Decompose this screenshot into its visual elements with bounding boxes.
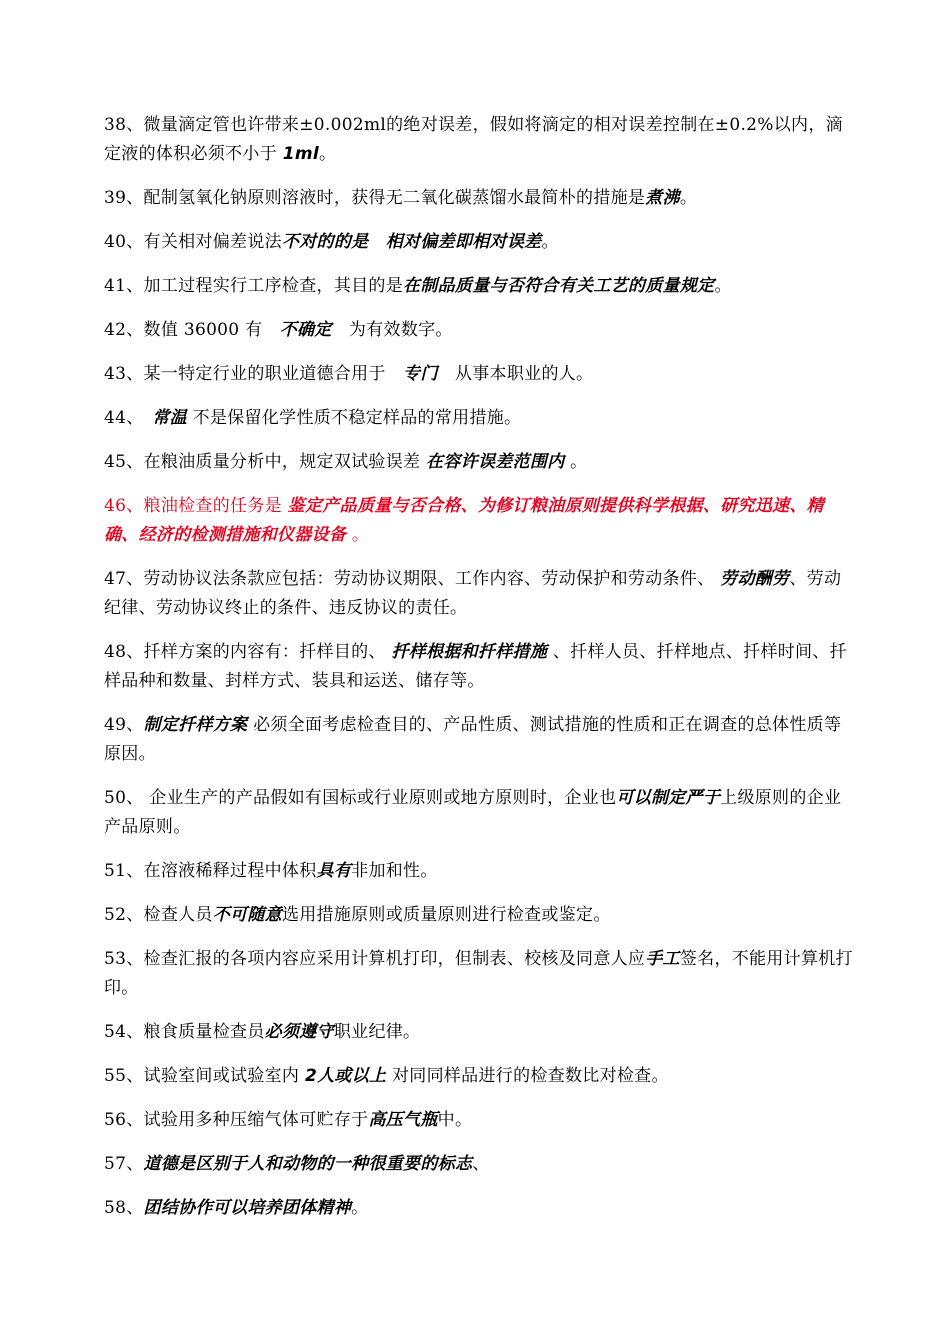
question-text: 上级原则的企业产品原则。 bbox=[104, 788, 842, 837]
question-item bbox=[104, 360, 854, 389]
question-text: 42、数值 36000 有 bbox=[104, 320, 280, 340]
question-text: 。 bbox=[351, 1198, 369, 1218]
question-item bbox=[104, 638, 854, 696]
question-text: 39、配制氢氧化钠原则溶液时，获得无二氧化碳蒸馏水最简朴的措施是 bbox=[104, 188, 646, 208]
answer-text: 在容许误差范围内 bbox=[426, 452, 565, 472]
answer-text: 在制品质量与否符合有关工艺的质量规定 bbox=[403, 276, 715, 296]
question-text: 。 bbox=[714, 276, 732, 296]
question-text: 46、粮油检查的任务是 bbox=[104, 496, 288, 516]
answer-text: 具有 bbox=[316, 861, 352, 881]
answer-text: 专门 bbox=[403, 364, 438, 384]
question-item bbox=[104, 901, 854, 930]
question-text: 、扦样人员、扦样地点、扦样时间、扦样品种和数量、封样方式、装具和运送、储存等。 bbox=[104, 642, 847, 691]
answer-text: 鉴定产品质量与否合格、为修订粮油原则提供科学根据、研究迅速、精确、经济的检测措施和仪器设备 bbox=[104, 496, 824, 545]
question-item bbox=[104, 184, 854, 213]
answer-text: 高压气瓶 bbox=[368, 1110, 438, 1130]
question-text: 48、扦样方案的内容有：扦样目的、 bbox=[104, 642, 392, 662]
question-item bbox=[104, 1150, 854, 1179]
question-text: 54、粮食质量检查员 bbox=[104, 1022, 265, 1042]
question-text: 51、在溶液稀释过程中体积 bbox=[104, 861, 317, 881]
question-text: 。 bbox=[564, 452, 588, 472]
question-item bbox=[104, 492, 854, 550]
answer-text: 不对的的是 相对偏差即相对误差 bbox=[281, 232, 542, 252]
question-text: 55、试验室间或试验室内 bbox=[104, 1066, 305, 1086]
question-item bbox=[104, 1062, 854, 1091]
question-text: 44、 bbox=[104, 408, 153, 428]
question-item bbox=[104, 857, 854, 886]
question-text: 56、试验用多种压缩气体可贮存于 bbox=[104, 1110, 369, 1130]
answer-text: 2人或以上 bbox=[304, 1066, 387, 1086]
question-item bbox=[104, 448, 854, 477]
answer-text: 不确定 bbox=[279, 320, 332, 340]
question-text: 45、在粮油质量分析中，规定双试验误差 bbox=[104, 452, 427, 472]
question-item bbox=[104, 711, 854, 769]
question-text: 非加和性。 bbox=[351, 861, 438, 881]
question-text: 不是保留化学性质不稳定样品的常用措施。 bbox=[186, 408, 522, 428]
question-text: 38、微量滴定管也许带来±0.002ml的绝对误差，假如将滴定的相对误差控制在±0.2%以内，滴定液的体积必须不小于 bbox=[104, 115, 843, 164]
question-item bbox=[104, 945, 854, 1003]
answer-text: 1ml bbox=[282, 144, 319, 164]
question-text: 47、劳动协议法条款应包括：劳动协议期限、工作内容、劳动保护和劳动条件、 bbox=[104, 569, 721, 589]
question-text: 40、有关相对偏差说法 bbox=[104, 232, 282, 252]
question-item bbox=[104, 1194, 854, 1223]
question-item bbox=[104, 565, 854, 623]
question-text: 中。 bbox=[437, 1110, 473, 1130]
question-item bbox=[104, 404, 854, 433]
question-item bbox=[104, 1018, 854, 1047]
answer-text: 扦样根据和扦样措施 bbox=[391, 642, 548, 662]
question-text: 对同同样品进行的检查数比对检查。 bbox=[386, 1066, 669, 1086]
question-text: 。 bbox=[319, 144, 337, 164]
answer-text: 制定扦样方案 bbox=[143, 715, 248, 735]
question-item bbox=[104, 1106, 854, 1135]
question-text: 。 bbox=[679, 188, 698, 208]
answer-text: 手工 bbox=[645, 949, 680, 969]
question-text: 选用措施原则或质量原则进行检查或鉴定。 bbox=[281, 905, 611, 925]
question-text: 57、 bbox=[104, 1154, 144, 1174]
question-text: 。 bbox=[541, 232, 559, 252]
question-text: 、 bbox=[472, 1154, 490, 1174]
answer-text: 必须遵守 bbox=[264, 1022, 334, 1042]
answer-text: 团结协作可以培养团体精神 bbox=[143, 1198, 352, 1218]
answer-text: 劳动酬劳 bbox=[720, 569, 790, 589]
question-text: 58、 bbox=[104, 1198, 144, 1218]
question-text: 为有效数字。 bbox=[331, 320, 453, 340]
question-text: 50、 企业生产的产品假如有国标或行业原则或地方原则时，企业也 bbox=[104, 788, 617, 808]
question-item bbox=[104, 111, 854, 169]
answer-text: 不可随意 bbox=[212, 905, 282, 925]
answer-text: 煮沸 bbox=[645, 188, 680, 208]
answer-text: 道德是区别于人和动物的一种很重要的标志 bbox=[143, 1154, 473, 1174]
answer-text: 可以制定严于 bbox=[616, 788, 721, 808]
question-item bbox=[104, 272, 854, 301]
question-text: 52、检查人员 bbox=[104, 905, 213, 925]
question-text: 签名，不能用计算机打印。 bbox=[104, 949, 853, 998]
question-text: 、劳动纪律、劳动协议终止的条件、违反协议的责任。 bbox=[104, 569, 842, 618]
question-item bbox=[104, 784, 854, 842]
question-item bbox=[104, 316, 854, 345]
question-text: 职业纪律。 bbox=[333, 1022, 421, 1042]
question-text: 43、某一特定行业的职业道德合用于 bbox=[104, 364, 404, 384]
question-text: 41、加工过程实行工序检查，其目的是 bbox=[104, 276, 404, 296]
question-text: 从事本职业的人。 bbox=[437, 364, 594, 384]
answer-text: 常温 bbox=[152, 408, 187, 428]
document-page bbox=[104, 111, 854, 1238]
question-text: 53、检查汇报的各项内容应采用计算机打印，但制表、校核及同意人应 bbox=[104, 949, 646, 969]
question-text: 。 bbox=[346, 525, 370, 545]
question-item bbox=[104, 228, 854, 257]
question-text: 必须全面考虑检查目的、产品性质、测试措施的性质和正在调查的总体性质等原因。 bbox=[104, 715, 842, 764]
question-text: 49、 bbox=[104, 715, 144, 735]
